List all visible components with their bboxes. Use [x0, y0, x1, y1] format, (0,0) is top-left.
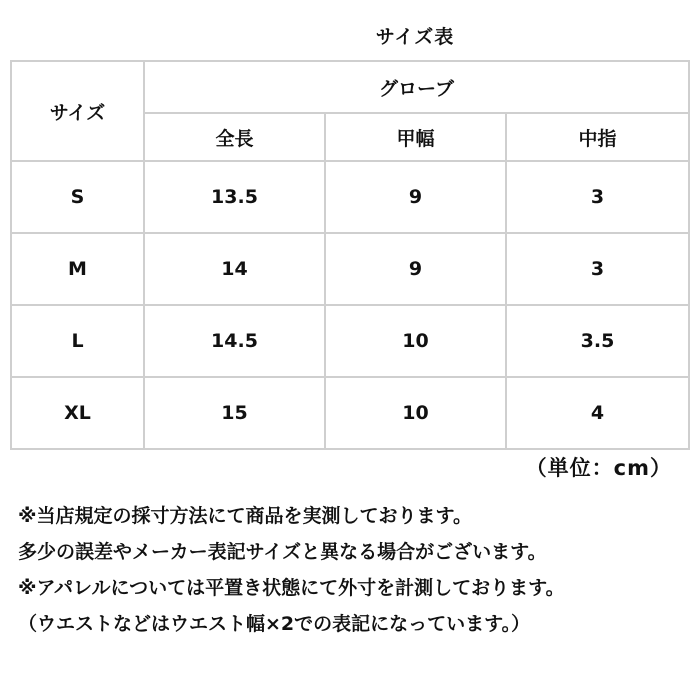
note-line: 多少の誤差やメーカー表記サイズと異なる場合がございます。 [18, 541, 547, 563]
value-cell: 9 [325, 233, 506, 305]
size-header-cell: サイズ [11, 61, 144, 161]
size-cell: L [11, 305, 144, 377]
value-cell: 14.5 [144, 305, 325, 377]
note-line: ※当店規定の採寸方法にて商品を実測しております。 [18, 505, 472, 527]
size-table [10, 60, 690, 450]
table-row [11, 377, 689, 449]
value-cell: 14 [144, 233, 325, 305]
notes [18, 498, 698, 642]
value-cell: 3 [506, 233, 689, 305]
value-cell: 10 [325, 377, 506, 449]
size-cell: S [11, 161, 144, 233]
glove-header-cell: グローブ [144, 61, 689, 113]
value-cell: 13.5 [144, 161, 325, 233]
value-cell: 3.5 [506, 305, 689, 377]
note-line: ※アパレルについては平置き状態にて外寸を計測しております。 [18, 577, 565, 599]
table-header-row [11, 61, 689, 113]
size-cell: M [11, 233, 144, 305]
value-cell: 10 [325, 305, 506, 377]
value-cell: 9 [325, 161, 506, 233]
value-cell: 4 [506, 377, 689, 449]
table-row [11, 233, 689, 305]
column-header-middle-finger: 中指 [506, 113, 689, 161]
size-cell: XL [11, 377, 144, 449]
value-cell: 3 [506, 161, 689, 233]
table-row [11, 161, 689, 233]
column-header-length: 全長 [144, 113, 325, 161]
table-row [11, 305, 689, 377]
note-line: （ウエストなどはウエスト幅×2での表記になっています。） [18, 613, 531, 635]
unit-label: （単位：cm） [525, 456, 672, 480]
value-cell: 15 [144, 377, 325, 449]
page-title: サイズ表 [375, 26, 455, 48]
column-header-width: 甲幅 [325, 113, 506, 161]
